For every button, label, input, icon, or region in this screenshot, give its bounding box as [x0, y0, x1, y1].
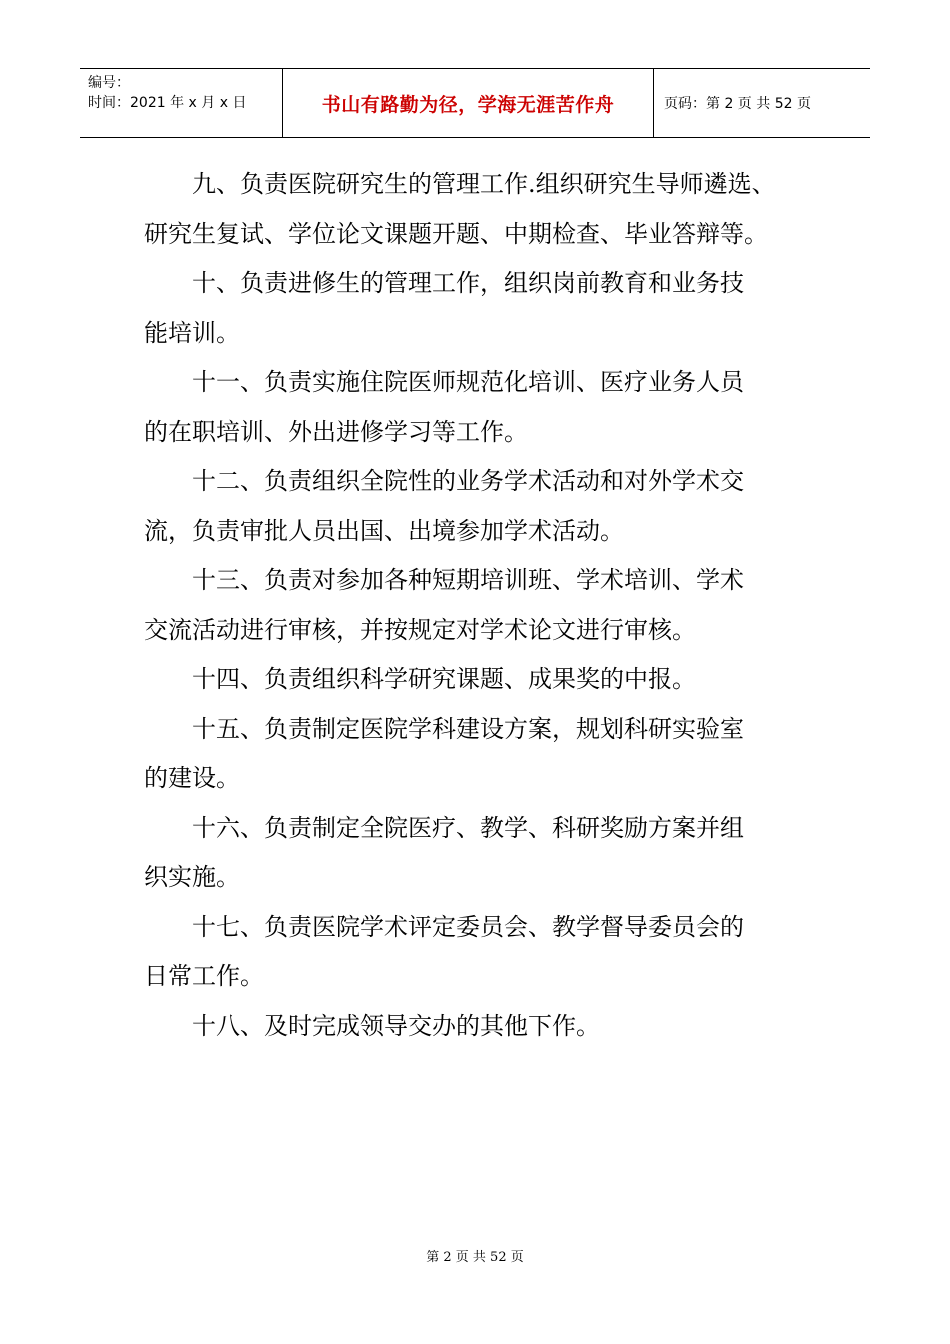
paragraph-line: 十四、负责组织科学研究课题、成果奖的中报。	[192, 665, 696, 693]
header-meta	[80, 69, 282, 137]
paragraph-15	[144, 705, 834, 804]
paragraph-16	[144, 804, 834, 903]
document-body	[144, 160, 834, 1051]
document-header	[80, 68, 870, 138]
paragraph-13	[144, 556, 834, 655]
paragraph-12	[144, 457, 834, 556]
paragraph-9	[144, 160, 834, 259]
paragraph-11	[144, 358, 834, 457]
paragraph-line: 十八、及时完成领导交办的其他下作。	[192, 1011, 600, 1040]
paragraph-line: 研究生复试、学位论文课题开题、中期检查、毕业答辩等。	[144, 219, 768, 248]
paragraph-line: 十、负责进修生的管理工作，组织岗前教育和业务技	[192, 269, 744, 297]
paragraph-line: 十三、负责对参加各种短期培训班、学术培训、学术	[192, 566, 744, 594]
paragraph-line: 织实施。	[144, 863, 240, 891]
paragraph-line: 十二、负责组织全院性的业务学术活动和对外学术交	[192, 467, 744, 495]
document-number-label: 编号：	[88, 75, 130, 91]
paragraph-line: 十六、负责制定全院医疗、教学、科研奖励方案并组	[192, 813, 744, 842]
header-motto: 书山有路勤为径，学海无涯苦作舟	[282, 69, 654, 137]
paragraph-line: 的建设。	[144, 764, 240, 792]
paragraph-18	[144, 1002, 834, 1052]
paragraph-line: 交流活动进行审核，并按规定对学术论文进行审核。	[144, 615, 696, 644]
paragraph-17	[144, 903, 834, 1002]
paragraph-line: 的在职培训、外出进修学习等工作。	[144, 417, 528, 446]
paragraph-14	[144, 655, 834, 705]
document-date: 时间：2021 年 x 月 x 日	[88, 95, 247, 111]
paragraph-line: 流，负责审批人员出国、出境参加学术活动。	[144, 516, 624, 545]
page-footer: 第 2 页 共 52 页	[426, 1250, 524, 1265]
paragraph-line: 十一、负责实施住院医师规范化培训、医疗业务人员	[192, 368, 744, 396]
paragraph-10	[144, 259, 834, 358]
paragraph-line: 能培训。	[144, 318, 240, 347]
paragraph-line: 日常工作。	[144, 962, 264, 990]
paragraph-line: 十七、负责医院学术评定委员会、教学督导委员会的	[192, 912, 744, 941]
header-page-info: 页码：第 2 页 共 52 页	[664, 96, 811, 112]
paragraph-line: 十五、负责制定医院学科建设方案，规划科研实验室	[192, 714, 744, 743]
paragraph-line: 九、负责医院研究生的管理工作.组织研究生导师遴选、	[192, 170, 776, 198]
